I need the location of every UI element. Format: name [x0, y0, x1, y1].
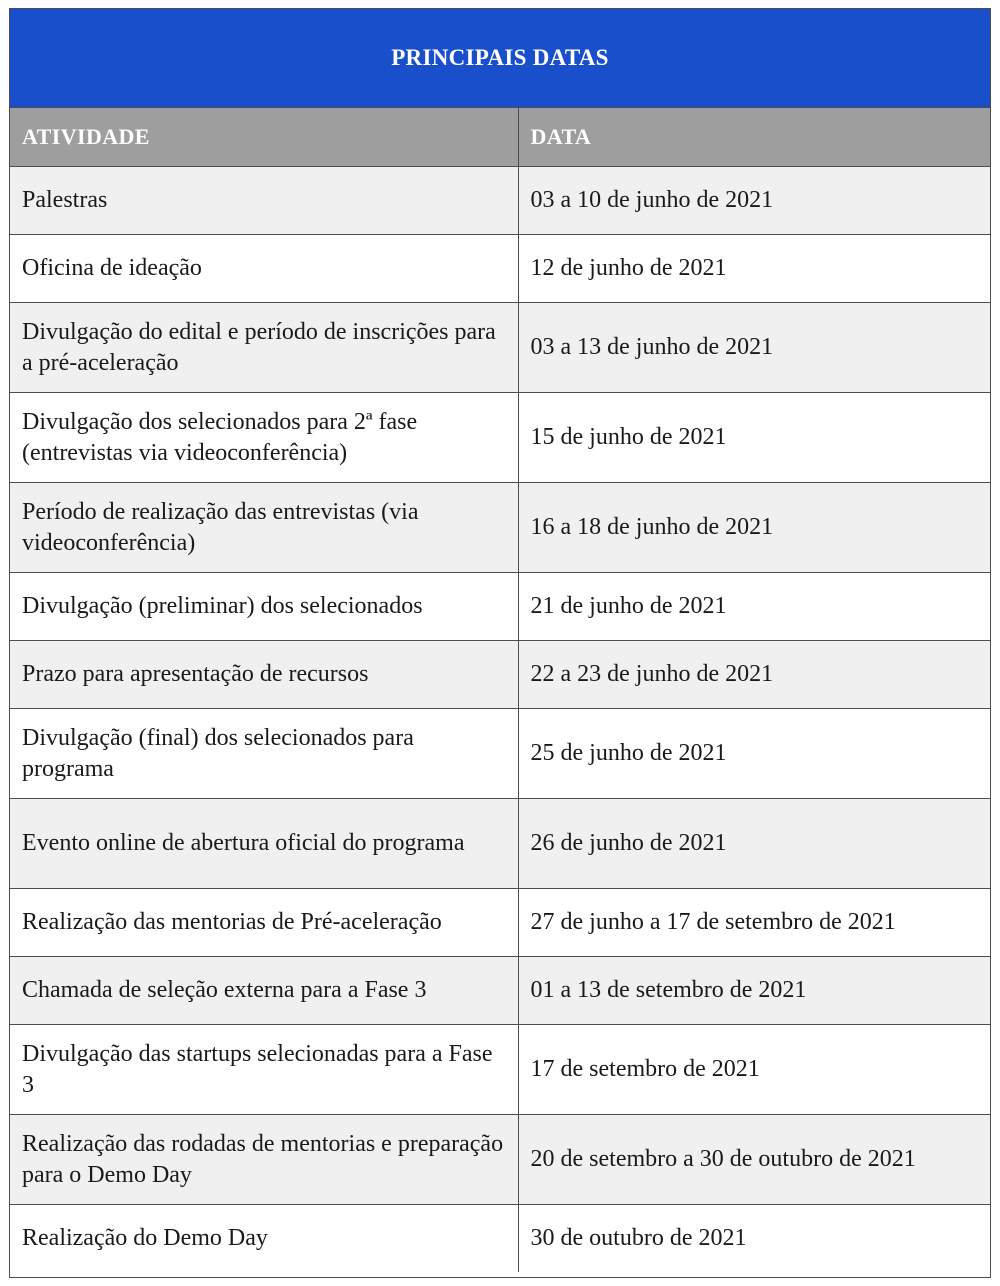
table-row: [10, 393, 990, 483]
table-row: [10, 641, 990, 709]
date-cell: 26 de junho de 2021: [518, 799, 990, 889]
date-cell: 21 de junho de 2021: [518, 573, 990, 641]
table-row: [10, 1025, 990, 1115]
table-row: [10, 957, 990, 1025]
date-cell: 12 de junho de 2021: [518, 235, 990, 303]
table-row: [10, 799, 990, 889]
table-row: [10, 1115, 990, 1205]
activity-cell: Evento online de abertura oficial do programa: [10, 799, 518, 889]
activity-cell: Realização das rodadas de mentorias e preparação para o Demo Day: [10, 1115, 518, 1205]
table-row: [10, 483, 990, 573]
table-row: [10, 167, 990, 235]
activity-cell: Período de realização das entrevistas (via videoconferência): [10, 483, 518, 573]
table-row: [10, 889, 990, 957]
activity-cell: Realização do Demo Day: [10, 1205, 518, 1273]
date-cell: 17 de setembro de 2021: [518, 1025, 990, 1115]
activity-cell: Divulgação do edital e período de inscrições para a pré-aceleração: [10, 303, 518, 393]
activity-cell: Palestras: [10, 167, 518, 235]
activity-cell: Realização das mentorias de Pré-aceleração: [10, 889, 518, 957]
dates-table-container: [9, 8, 991, 1278]
date-cell: 15 de junho de 2021: [518, 393, 990, 483]
table-title: PRINCIPAIS DATAS: [10, 9, 990, 108]
table-header-row: [10, 108, 990, 167]
column-header-activity: ATIVIDADE: [10, 108, 518, 167]
activity-cell: Divulgação das startups selecionadas para a Fase 3: [10, 1025, 518, 1115]
date-cell: 27 de junho a 17 de setembro de 2021: [518, 889, 990, 957]
column-header-date: DATA: [518, 108, 990, 167]
date-cell: 25 de junho de 2021: [518, 709, 990, 799]
date-cell: 20 de setembro a 30 de outubro de 2021: [518, 1115, 990, 1205]
date-cell: 30 de outubro de 2021: [518, 1205, 990, 1273]
activity-cell: Divulgação (final) dos selecionados para programa: [10, 709, 518, 799]
date-cell: 22 a 23 de junho de 2021: [518, 641, 990, 709]
table-row: [10, 303, 990, 393]
table-row: [10, 573, 990, 641]
date-cell: 03 a 13 de junho de 2021: [518, 303, 990, 393]
table-row: [10, 235, 990, 303]
date-cell: 01 a 13 de setembro de 2021: [518, 957, 990, 1025]
dates-table: [10, 108, 990, 1272]
table-row: [10, 1205, 990, 1273]
table-row: [10, 709, 990, 799]
activity-cell: Oficina de ideação: [10, 235, 518, 303]
activity-cell: Divulgação dos selecionados para 2ª fase (entrevistas via videoconferência): [10, 393, 518, 483]
activity-cell: Divulgação (preliminar) dos selecionados: [10, 573, 518, 641]
activity-cell: Chamada de seleção externa para a Fase 3: [10, 957, 518, 1025]
date-cell: 03 a 10 de junho de 2021: [518, 167, 990, 235]
activity-cell: Prazo para apresentação de recursos: [10, 641, 518, 709]
date-cell: 16 a 18 de junho de 2021: [518, 483, 990, 573]
